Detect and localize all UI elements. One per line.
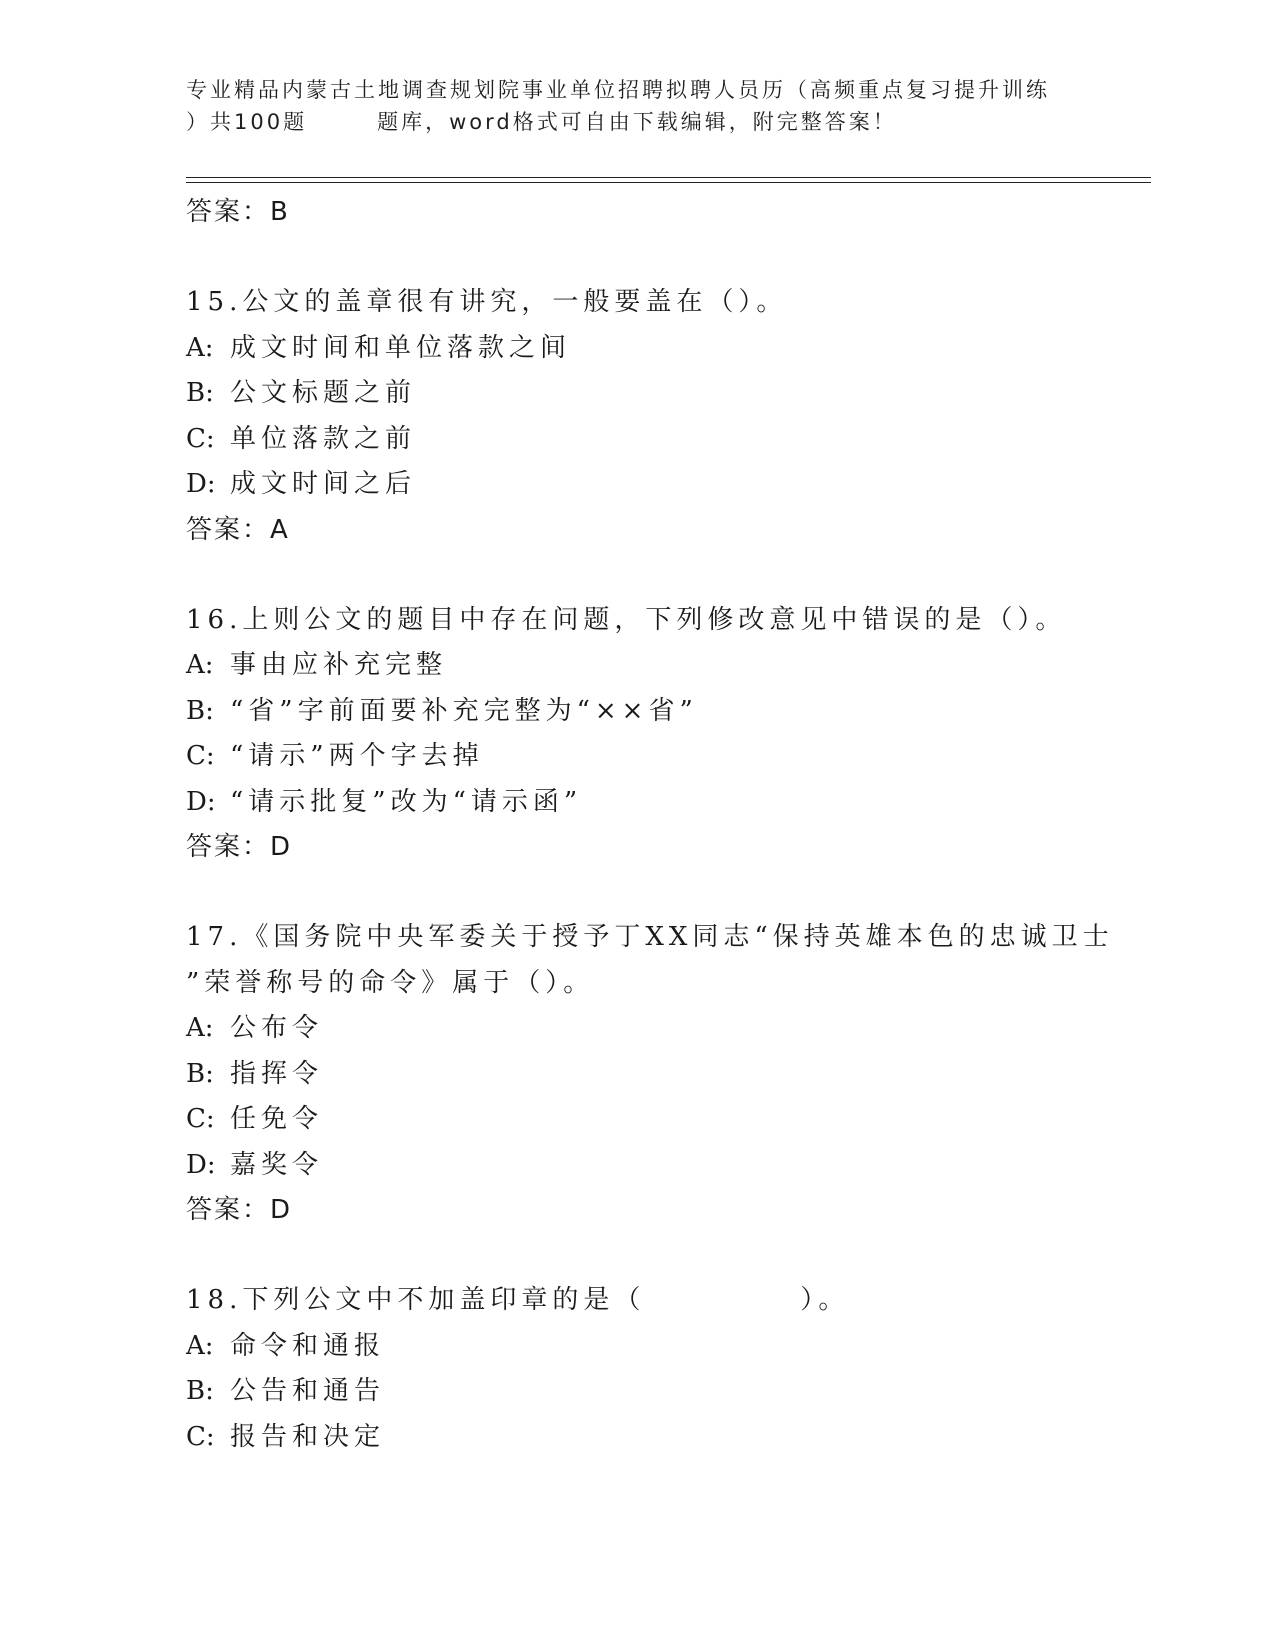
- option-key: B:: [186, 1376, 214, 1406]
- question-stem: [186, 598, 1086, 644]
- question-stem: [186, 1278, 1086, 1324]
- header-title-line-1: 专业精品内蒙古土地调查规划院事业单位招聘拟聘人员历（高频重点复习提升训练: [186, 78, 1050, 102]
- option-key: C:: [186, 1104, 215, 1134]
- answer-value: D: [270, 832, 293, 862]
- option-text: 单位落款之前: [230, 423, 417, 454]
- option-key: A:: [186, 1330, 214, 1361]
- question-text: 18.下列公文中不加盖印章的是（ ）。: [186, 1285, 850, 1315]
- question-block: [186, 598, 1086, 871]
- option-text: 任免令: [230, 1104, 324, 1134]
- question-block: [186, 190, 1086, 235]
- question-block: [186, 1278, 1086, 1460]
- question-list: [186, 190, 1114, 1460]
- option-key: A:: [186, 650, 214, 680]
- header-question-count: ）共100题: [186, 110, 308, 134]
- question-text: 16.上则公文的题目中存在问题，下列修改意见中错误的是（）。: [186, 604, 1067, 635]
- option-text: 成文时间和单位落款之间: [230, 332, 572, 363]
- answer-line: [186, 190, 1086, 235]
- answer-option: [186, 780, 1086, 826]
- option-text: 成文时间之后: [230, 469, 417, 499]
- answer-value: A: [270, 514, 290, 545]
- answer-option: [186, 1097, 1086, 1143]
- option-key: A:: [186, 1013, 214, 1043]
- answer-option: [186, 1324, 1086, 1370]
- header-description: 题库，word格式可自由下载编辑，附完整答案！: [377, 110, 897, 134]
- option-key: D:: [186, 469, 216, 499]
- question-stem: [186, 915, 1114, 1006]
- answer-option: [186, 1369, 1086, 1415]
- option-key: C:: [186, 423, 215, 454]
- answer-option: [186, 643, 1086, 689]
- question-text: ”荣誉称号的命令》属于（）。: [186, 967, 595, 998]
- question-block: [186, 915, 1114, 1233]
- answer-line: [186, 1188, 1086, 1233]
- option-text: “省”字前面要补充完整为“××省”: [230, 695, 698, 726]
- answer-label: 答案：: [186, 832, 271, 862]
- option-key: B:: [186, 378, 214, 408]
- answer-option: [186, 734, 1086, 780]
- option-text: 公布令: [230, 1013, 324, 1043]
- answer-option: [186, 689, 1086, 735]
- option-text: “请示”两个字去掉: [230, 741, 484, 771]
- answer-option: [186, 326, 1086, 372]
- option-text: 指挥令: [230, 1058, 324, 1089]
- option-text: “请示批复”改为“请示函”: [230, 786, 583, 817]
- answer-value: D: [270, 1195, 293, 1225]
- answer-option: [186, 417, 1086, 463]
- option-text: 公文标题之前: [230, 378, 417, 408]
- option-text: 命令和通报: [230, 1330, 386, 1361]
- answer-option: [186, 1143, 1086, 1189]
- option-key: D:: [186, 786, 216, 817]
- header-title-line-2: [186, 106, 1106, 138]
- question-text: 17.《国务院中央军委关于授予丁XX同志“保持英雄本色的忠诚卫士: [186, 922, 1114, 952]
- answer-label: 答案：: [186, 514, 271, 545]
- header-divider-top: [186, 177, 1151, 178]
- header-divider-bottom: [186, 182, 1151, 183]
- answer-option: [186, 1052, 1086, 1098]
- option-text: 报告和决定: [230, 1421, 386, 1452]
- answer-line: [186, 825, 1086, 870]
- option-text: 事由应补充完整: [230, 650, 448, 680]
- answer-line: [186, 508, 1086, 553]
- option-key: A:: [186, 332, 214, 363]
- question-text: 15.公文的盖章很有讲究，一般要盖在（）。: [186, 287, 788, 317]
- answer-label: 答案：: [186, 1195, 271, 1225]
- option-text: 嘉奖令: [230, 1149, 324, 1180]
- question-stem: [186, 280, 1086, 326]
- answer-value: B: [270, 197, 290, 227]
- option-key: C:: [186, 741, 215, 771]
- option-key: D:: [186, 1149, 216, 1180]
- answer-option: [186, 462, 1086, 508]
- answer-option: [186, 1006, 1086, 1052]
- answer-option: [186, 371, 1086, 417]
- answer-option: [186, 1415, 1086, 1461]
- page-header: [186, 74, 1106, 138]
- option-key: B:: [186, 1058, 214, 1089]
- option-key: C:: [186, 1421, 215, 1452]
- answer-label: 答案：: [186, 197, 271, 227]
- option-text: 公告和通告: [230, 1376, 386, 1406]
- option-key: B:: [186, 695, 214, 726]
- question-block: [186, 280, 1086, 553]
